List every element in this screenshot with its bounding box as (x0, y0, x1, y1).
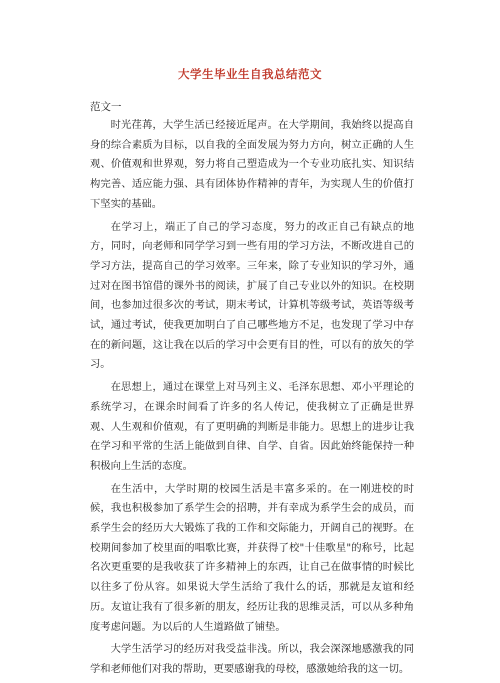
paragraph-closing: 大学生活学习的经历对我受益非浅。所以，我会深深地感激我的同学和老师他们对我的帮助，更要感谢我的母校，感激她给我的这一切。 (90, 643, 414, 675)
document-body (90, 116, 414, 683)
paragraph-life: 在生活中，大学时期的校园生活是丰富多采的。在一刚进校的时候，我也积极参加了系学生会的招聘，并有幸成为系学生会的成员，而系学生会的经历大大锻炼了我的工作和交际能力，开阔自己的视野。在校期间参加了校里面的唱歌比赛，并获得了校"十佳歌星"的称号，比起名次更重要的是我收获了许多精神上的东西，让自己在做事情的时候比以往多了份从容。如果说大学生活给了我什么的话，那就是友谊和经历。友谊让我有了很多新的朋友，经历让我的思维灵活，可以从多种角度考虑问题。为以后的人生道路做了铺垫。 (90, 482, 414, 633)
paragraph-study: 在学习上，端正了自己的学习态度，努力的改正自己有缺点的地方，同时，向老师和同学学习到一些有用的学习方法，不断改进自己的学习方法，提高自己的学习效率。三年来，除了专业知识的学习外，通过对在图书馆借的课外书的阅读，扩展了自己专业以外的知识。在校期间，也参加过很多次的考试，期末考试，计算机等级考试，英语等级考试，通过考试，使我更加明白了自己哪些地方不足，也发现了学习中存在的新问题，这让我在以后的学习中会更有目的性，可以有的放矢的学习。 (90, 220, 414, 371)
paragraph-thought: 在思想上，通过在课堂上对马列主义、毛泽东思想、邓小平理论的系统学习，在课余时间看了许多的名人传记，使我树立了正确是世界观、人生观和价值观，有了更明确的判断是非能力。思想上的进步让我在学习和平常的生活上能做到自律、自学、自省。因此始终能保持一种积极向上生活的态度。 (90, 381, 414, 472)
document-title: 大学生毕业生自我总结范文 (178, 67, 322, 81)
section-label: 范文一 (90, 101, 122, 113)
paragraph-intro: 时光荏苒，大学生活已经接近尾声。在大学期间，我始终以提高自身的综合素质为目标，以自我的全面发展为努力方向，树立正确的人生观、价值观和世界观，努力将自己塑造成为一个专业功底扎实、知识结构完善、适应能力强、具有团体协作精神的青年，为实现人生的价值打下坚实的基础。 (90, 119, 414, 210)
